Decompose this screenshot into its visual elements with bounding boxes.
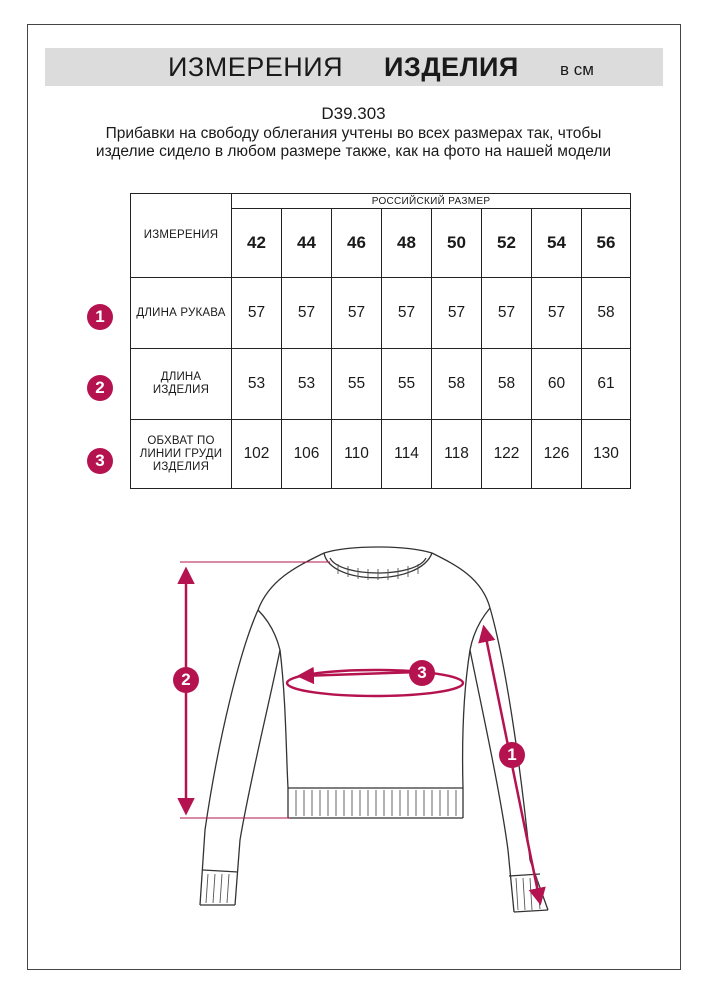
table-cell: 53: [232, 349, 282, 420]
table-cell: 57: [282, 278, 332, 349]
table-cell: 61: [582, 349, 631, 420]
size-group-label: РОССИЙСКИЙ РАЗМЕР: [232, 194, 631, 209]
corner-label: ИЗМЕРЕНИЯ: [131, 194, 232, 278]
table-cell: 58: [432, 349, 482, 420]
table-cell: 57: [232, 278, 282, 349]
table-cell: 57: [432, 278, 482, 349]
table-cell: 57: [332, 278, 382, 349]
row-badge-1: 1: [87, 304, 113, 330]
table-cell: 110: [332, 420, 382, 489]
row-badge-2: 2: [87, 375, 113, 401]
table-cell: 130: [582, 420, 631, 489]
title-garment: ИЗДЕЛИЯ: [384, 52, 519, 82]
fit-description: Прибавки на свободу облегания учтены во всех размерах так, чтобы изделие сидело в любом размере также, как на фото на нашей модели: [95, 125, 612, 160]
size-header: 42: [232, 209, 282, 278]
table-cell: 58: [582, 278, 631, 349]
table-cell: 55: [332, 349, 382, 420]
size-header: 50: [432, 209, 482, 278]
size-header: 56: [582, 209, 631, 278]
table-cell: 55: [382, 349, 432, 420]
table-cell: 102: [232, 420, 282, 489]
title-measurements: ИЗМЕРЕНИЯ: [168, 52, 344, 82]
table-cell: 57: [532, 278, 582, 349]
size-header: 48: [382, 209, 432, 278]
diagram-badge-1: 1: [499, 742, 525, 768]
table-cell: 118: [432, 420, 482, 489]
row-label: ОБХВАТ ПО ЛИНИИ ГРУДИ ИЗДЕЛИЯ: [131, 420, 232, 489]
row-label: ДЛИНА ИЗДЕЛИЯ: [131, 349, 232, 420]
title-unit: в см: [560, 60, 594, 79]
table-cell: 60: [532, 349, 582, 420]
table-cell: 57: [482, 278, 532, 349]
sweater-outline: [200, 547, 548, 912]
diagram-badge-2: 2: [173, 667, 199, 693]
table-cell: 57: [382, 278, 432, 349]
table-cell: 106: [282, 420, 332, 489]
row-label: ДЛИНА РУКАВА: [131, 278, 232, 349]
diagram-badge-3: 3: [409, 660, 435, 686]
size-header: 52: [482, 209, 532, 278]
size-header: 54: [532, 209, 582, 278]
row-badge-3: 3: [87, 448, 113, 474]
table-cell: 114: [382, 420, 432, 489]
table-cell: 53: [282, 349, 332, 420]
guide-lines: [180, 562, 330, 818]
size-header: 44: [282, 209, 332, 278]
size-header: 46: [332, 209, 382, 278]
table-cell: 58: [482, 349, 532, 420]
article-code: D39.303: [321, 104, 386, 123]
table-cell: 126: [532, 420, 582, 489]
table-cell: 122: [482, 420, 532, 489]
